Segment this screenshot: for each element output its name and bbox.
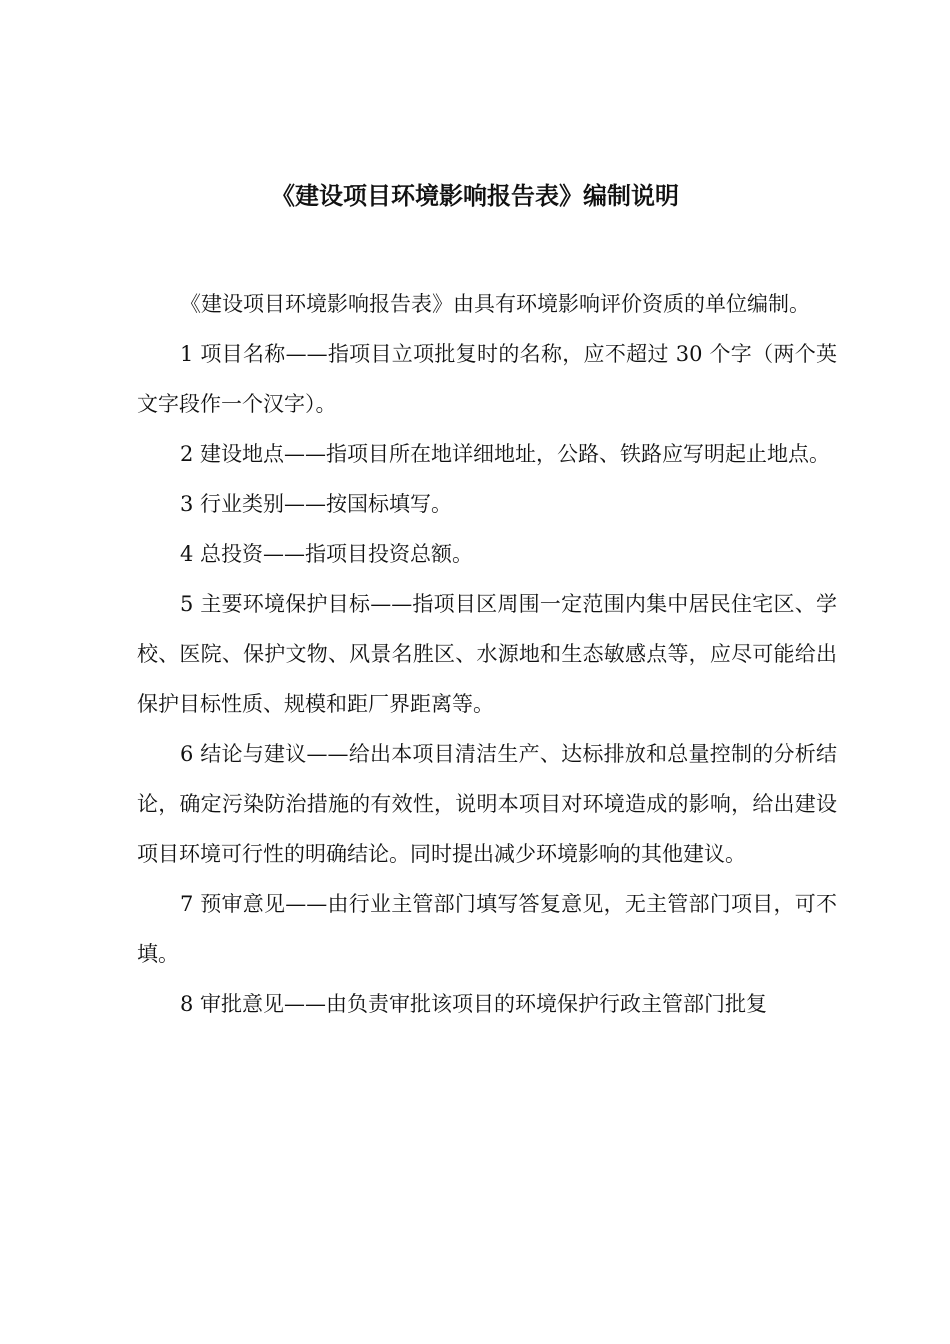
paragraph-item-2: 2 建设地点——指项目所在地详细地址，公路、铁路应写明起止地点。 — [180, 442, 831, 466]
paragraph-item-3: 3 行业类别——按国标填写。 — [180, 492, 453, 516]
paragraph-intro: 《建设项目环境影响报告表》由具有环境影响评价资质的单位编制。 — [180, 292, 810, 316]
paragraph-item-4: 4 总投资——指项目投资总额。 — [180, 542, 474, 566]
paragraph-item-6: 6 结论与建议——给出本项目清洁生产、达标排放和总量控制的分析结论，确定污染防治措施的有效性，说明本项目对环境造成的影响，给出建设项目环境可行性的明确结论。同时提出减少环境影响的其他建议。 — [137, 742, 837, 866]
paragraph-item-5: 5 主要环境保护目标——指项目区周围一定范围内集中居民住宅区、学校、医院、保护文物、风景名胜区、水源地和生态敏感点等，应尽可能给出保护目标性质、规模和距厂界距离等。 — [137, 592, 837, 716]
document-title: 《建设项目环境影响报告表》编制说明 — [271, 182, 679, 210]
paragraph-item-7: 7 预审意见——由行业主管部门填写答复意见，无主管部门项目，可不填。 — [137, 892, 837, 966]
document-body — [137, 279, 837, 1029]
paragraph-item-8: 8 审批意见——由负责审批该项目的环境保护行政主管部门批复 — [180, 992, 768, 1016]
paragraph-item-1: 1 项目名称——指项目立项批复时的名称，应不超过 30 个字（两个英文字段作一个汉字）。 — [137, 342, 837, 416]
